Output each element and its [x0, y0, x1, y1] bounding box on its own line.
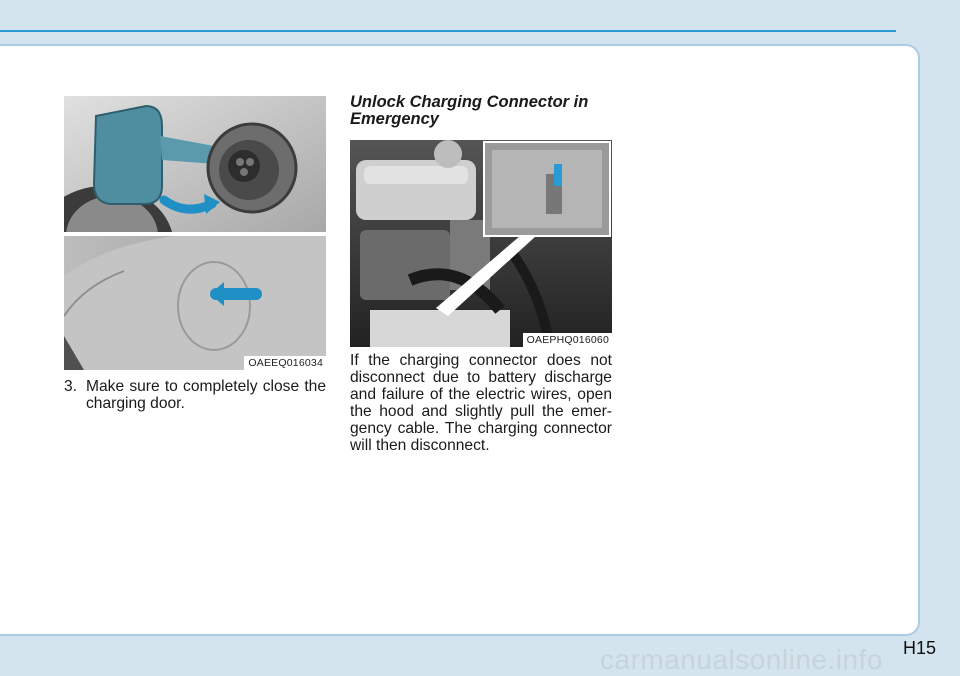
- step-instruction: [64, 378, 326, 412]
- step-text: Make sure to completely close the charging door.: [86, 378, 326, 412]
- emergency-instructions: If the charging connector does not disconnect due to battery discharge and failure of the electric wires, open the hood and slightly pull the emer-gency cable. The charging connector will then disconnect.: [350, 352, 612, 454]
- figure-caption: OAEEQ016034: [244, 356, 326, 370]
- header-rule: [0, 30, 896, 32]
- charging-door-figure: [64, 96, 326, 370]
- figure-caption: OAEPHQ016060: [523, 333, 612, 347]
- charging-door-illustration: [64, 96, 326, 370]
- watermark: carmanualsonline.info: [600, 644, 883, 675]
- engine-bay-illustration: [350, 140, 612, 347]
- section-heading: Unlock Charging Connector in Emergency: [350, 93, 589, 128]
- engine-bay-figure: [350, 140, 612, 347]
- step-number: 3.: [64, 378, 78, 395]
- page-number: H15: [902, 638, 936, 658]
